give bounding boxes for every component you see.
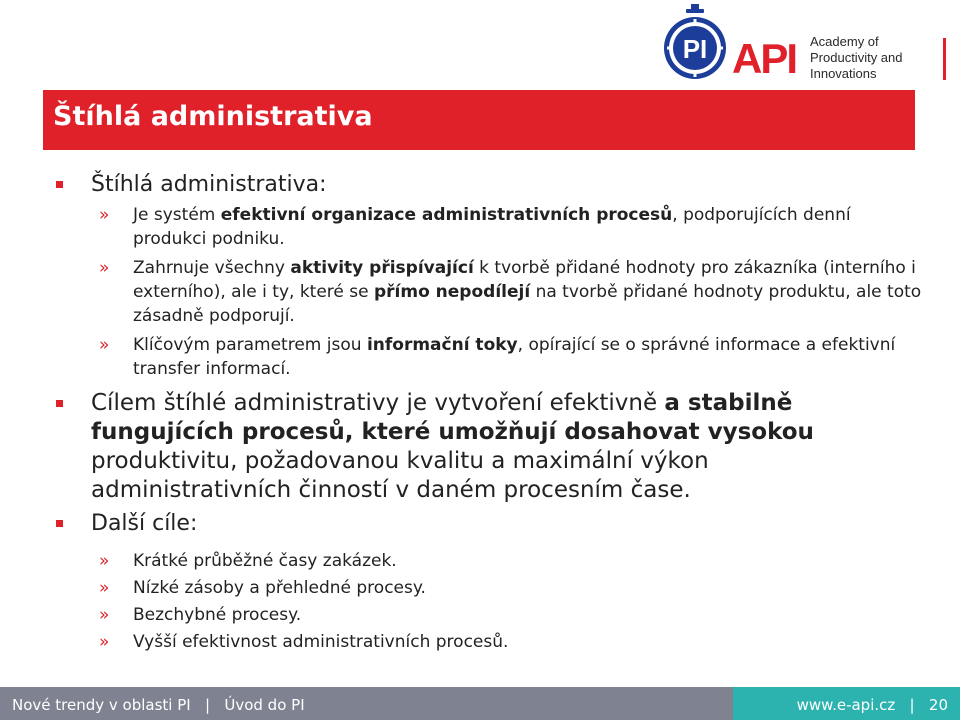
bullet-other-goals xyxy=(55,509,915,538)
text-part: , opírající se o správné informace a efektivní transfer informací. xyxy=(133,335,896,379)
bullet-text: Štíhlá administrativa: xyxy=(91,172,327,197)
logo-pi-label: PI xyxy=(682,34,708,64)
text-part: produktivitu, požadovanou kvalitu a maximální výkon administrativních činností v daném procesním čase. xyxy=(91,448,709,503)
bullet-goal xyxy=(55,389,915,505)
text-part: Krátké průběžné časy zakázek. xyxy=(133,551,397,571)
text-part: Klíčovým parametrem jsou xyxy=(133,335,367,355)
sub-bullet-goal-2 xyxy=(55,575,923,602)
text-part: Vyšší efektivnost administrativních procesů. xyxy=(133,632,509,652)
sub-bullet-goal-1 xyxy=(55,548,923,575)
academy-line-2: Productivity and xyxy=(810,50,903,65)
square-bullet-icon xyxy=(56,520,63,527)
sub-bullet-goal-4 xyxy=(55,629,923,656)
text-bold: a stabilně fungujících procesů, které umožňují dosahovat vysokou xyxy=(91,390,814,445)
chevron-bullet-icon: » xyxy=(99,205,110,225)
sub-bullet-info-flows xyxy=(55,333,923,381)
chevron-bullet-icon: » xyxy=(99,258,110,278)
slide-content xyxy=(55,170,922,656)
sub-bullet-system xyxy=(55,203,923,251)
logo-divider xyxy=(943,38,946,80)
text-part: Je systém xyxy=(133,205,221,225)
academy-line-1: Academy of xyxy=(810,34,879,49)
slide-title-bar xyxy=(43,90,915,150)
text-part: Zahrnuje všechny xyxy=(133,258,291,278)
header-logos xyxy=(640,0,960,90)
text-bold: aktivity přispívající xyxy=(290,258,474,278)
chevron-bullet-icon: » xyxy=(99,632,110,652)
footer-site-page: www.e-api.cz | 20 xyxy=(796,696,948,714)
text-bold: efektivní organizace administrativních procesů xyxy=(220,205,673,225)
text-part: Bezchybné procesy. xyxy=(133,605,302,625)
text-part: Nízké zásoby a přehledné procesy. xyxy=(133,578,426,598)
text-part: , podporujících denní produkci podniku. xyxy=(133,205,851,249)
footer-right-bar xyxy=(733,687,960,720)
api-logo-icon xyxy=(732,33,806,81)
footer-course-text: Nové trendy v oblasti PI | Úvod do PI xyxy=(12,696,305,714)
chevron-bullet-icon: » xyxy=(99,551,110,571)
chevron-bullet-icon: » xyxy=(99,578,110,598)
sub-bullet-goal-3 xyxy=(55,602,923,629)
square-bullet-icon xyxy=(56,400,63,407)
logo-api-label: API xyxy=(732,35,797,81)
text-part: na tvorbě přidané hodnoty produktu, ale toto zásadně podporují. xyxy=(133,282,922,326)
sub-bullet-activities xyxy=(55,256,923,328)
text-bold: přímo nepodílejí xyxy=(373,282,531,302)
square-bullet-icon xyxy=(56,181,63,188)
academy-line-3: Innovations xyxy=(810,66,877,81)
text-bold: informační toky xyxy=(366,335,518,355)
academy-name xyxy=(810,34,903,82)
text-part: Cílem štíhlé administrativy je vytvoření efektivně xyxy=(91,390,665,416)
text-part: k tvorbě přidané hodnoty pro zákazníka (interního i externího), ale i ty, které se xyxy=(133,258,916,302)
footer-left-bar xyxy=(0,687,733,720)
bullet-lean-administration xyxy=(55,170,915,199)
slide-title: Štíhlá administrativa xyxy=(53,101,373,132)
pi-stopwatch-logo-icon xyxy=(662,2,728,84)
chevron-bullet-icon: » xyxy=(99,335,110,355)
chevron-bullet-icon: » xyxy=(99,605,110,625)
bullet-text: Další cíle: xyxy=(91,511,198,536)
